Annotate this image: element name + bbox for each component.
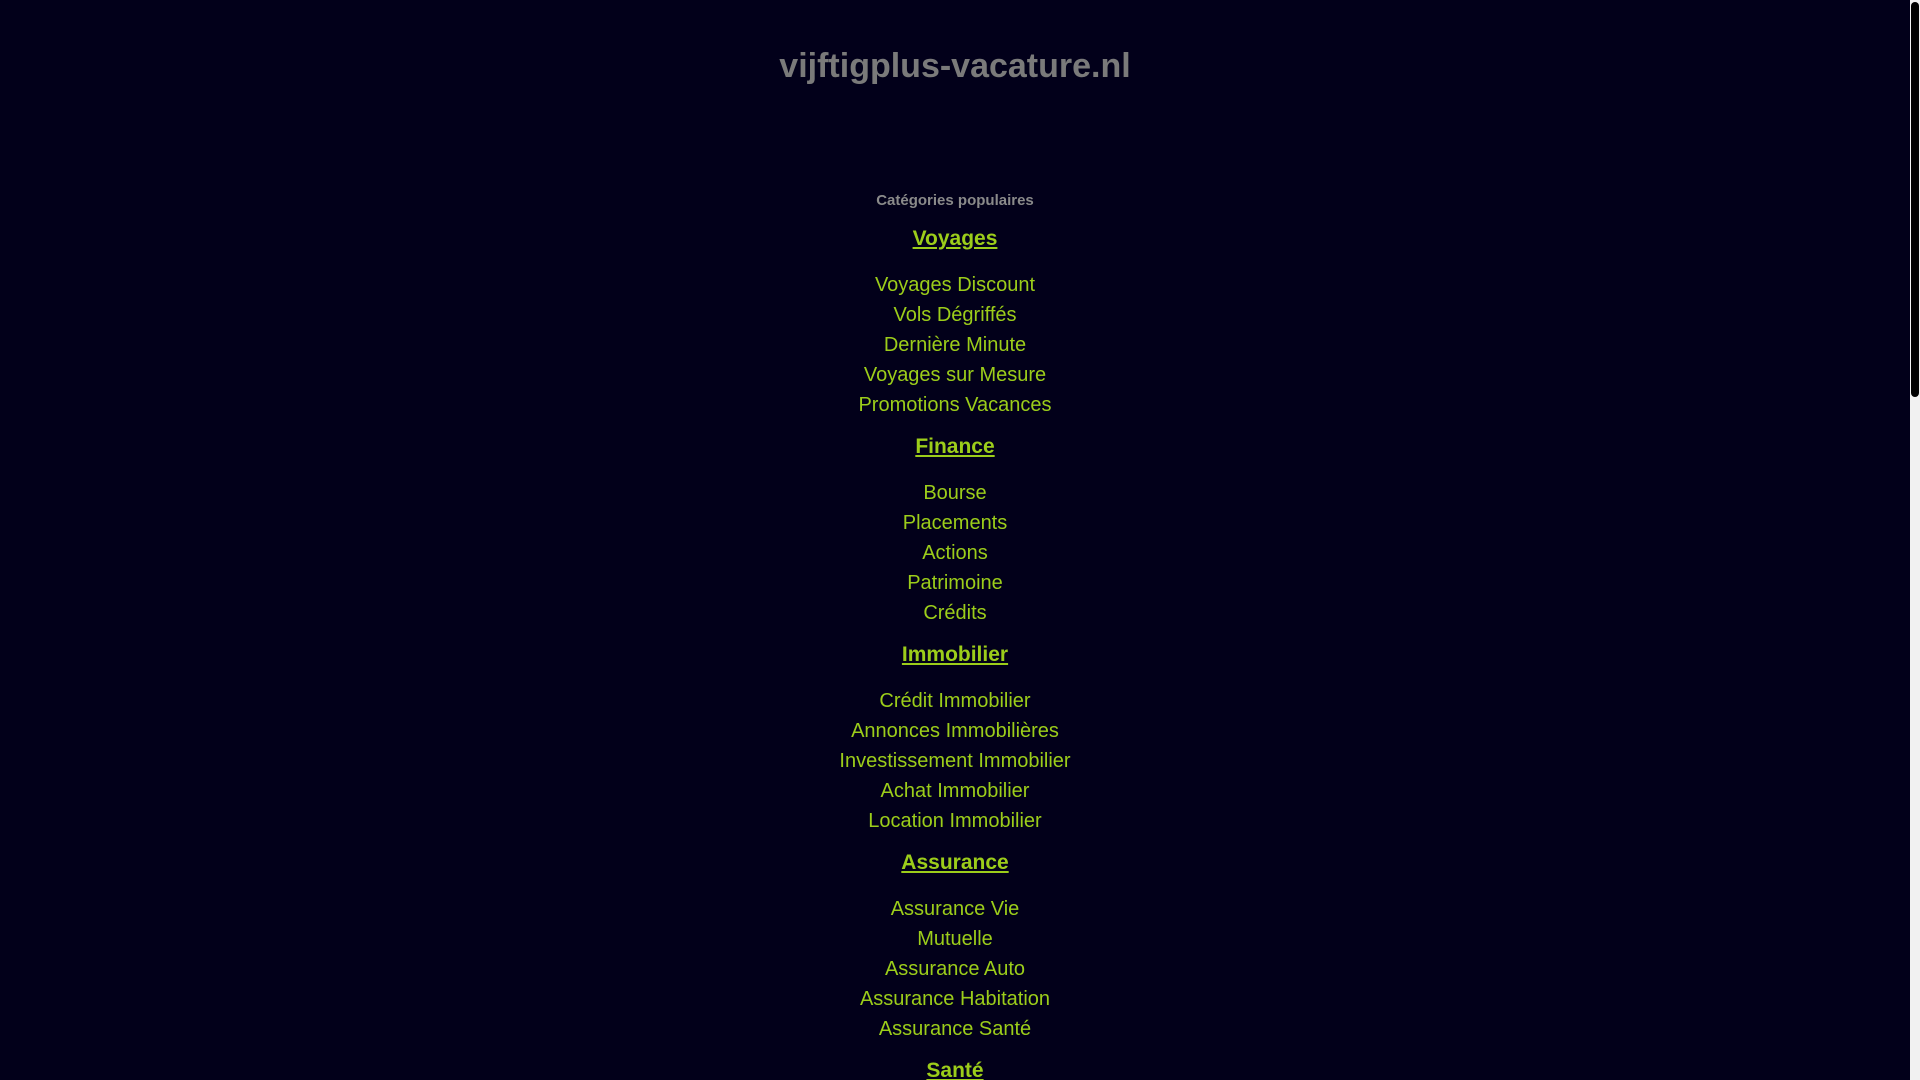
category-link[interactable]: Assurance Auto bbox=[884, 958, 1026, 980]
list-item bbox=[0, 270, 1910, 300]
list-item bbox=[0, 360, 1910, 390]
category-link[interactable]: Vols Dégriffés bbox=[893, 304, 1017, 326]
list-item bbox=[0, 478, 1910, 508]
category-list bbox=[0, 224, 1910, 1080]
site-title: vijftigplus-vacature.nl bbox=[779, 47, 1131, 85]
category-link[interactable]: Investissement Immobilier bbox=[839, 750, 1071, 772]
list-item bbox=[0, 894, 1910, 924]
category-heading-voyages[interactable]: Voyages bbox=[912, 227, 998, 250]
category-links bbox=[0, 894, 1910, 1044]
category-link[interactable]: Actions bbox=[922, 542, 988, 564]
category-links bbox=[0, 270, 1910, 420]
category-heading-finance[interactable]: Finance bbox=[915, 435, 995, 458]
list-item bbox=[0, 568, 1910, 598]
category-link[interactable]: Crédits bbox=[923, 602, 987, 624]
list-item bbox=[0, 300, 1910, 330]
list-item bbox=[0, 508, 1910, 538]
category-link[interactable]: Dernière Minute bbox=[883, 334, 1027, 356]
category-link[interactable]: Location Immobilier bbox=[868, 810, 1042, 832]
popular-categories-label: Catégories populaires bbox=[876, 192, 1034, 209]
list-item bbox=[0, 924, 1910, 954]
vertical-scrollbar[interactable] bbox=[1910, 0, 1920, 1080]
list-item bbox=[0, 686, 1910, 716]
category-finance bbox=[0, 432, 1910, 628]
list-item bbox=[0, 598, 1910, 628]
list-item bbox=[0, 776, 1910, 806]
category-heading-sante[interactable]: Santé bbox=[926, 1059, 984, 1080]
list-item bbox=[0, 716, 1910, 746]
category-links bbox=[0, 478, 1910, 628]
list-item bbox=[0, 330, 1910, 360]
list-item bbox=[0, 1014, 1910, 1044]
category-immobilier bbox=[0, 640, 1910, 836]
category-link[interactable]: Annonces Immobilières bbox=[851, 720, 1059, 742]
category-link[interactable]: Voyages Discount bbox=[874, 274, 1036, 296]
category-link[interactable]: Voyages sur Mesure bbox=[863, 364, 1047, 386]
scrollbar-thumb[interactable] bbox=[1911, 2, 1919, 397]
category-sante bbox=[0, 1056, 1910, 1080]
category-link[interactable]: Placements bbox=[902, 512, 1008, 534]
category-heading-immobilier[interactable]: Immobilier bbox=[901, 643, 1009, 666]
list-item bbox=[0, 538, 1910, 568]
category-link[interactable]: Assurance Santé bbox=[878, 1018, 1032, 1040]
category-link[interactable]: Patrimoine bbox=[907, 572, 1003, 594]
category-link[interactable]: Crédit Immobilier bbox=[879, 690, 1031, 712]
category-link[interactable]: Assurance Habitation bbox=[859, 988, 1051, 1010]
category-link[interactable]: Promotions Vacances bbox=[858, 394, 1052, 416]
list-item bbox=[0, 746, 1910, 776]
category-link[interactable]: Bourse bbox=[923, 482, 987, 504]
category-link[interactable]: Assurance Vie bbox=[890, 898, 1020, 920]
category-link[interactable]: Mutuelle bbox=[917, 928, 993, 950]
list-item bbox=[0, 954, 1910, 984]
list-item bbox=[0, 806, 1910, 836]
category-links bbox=[0, 686, 1910, 836]
category-heading-assurance[interactable]: Assurance bbox=[901, 851, 1009, 874]
category-voyages bbox=[0, 224, 1910, 420]
category-assurance bbox=[0, 848, 1910, 1044]
category-link[interactable]: Achat Immobilier bbox=[880, 780, 1030, 802]
list-item bbox=[0, 984, 1910, 1014]
list-item bbox=[0, 390, 1910, 420]
